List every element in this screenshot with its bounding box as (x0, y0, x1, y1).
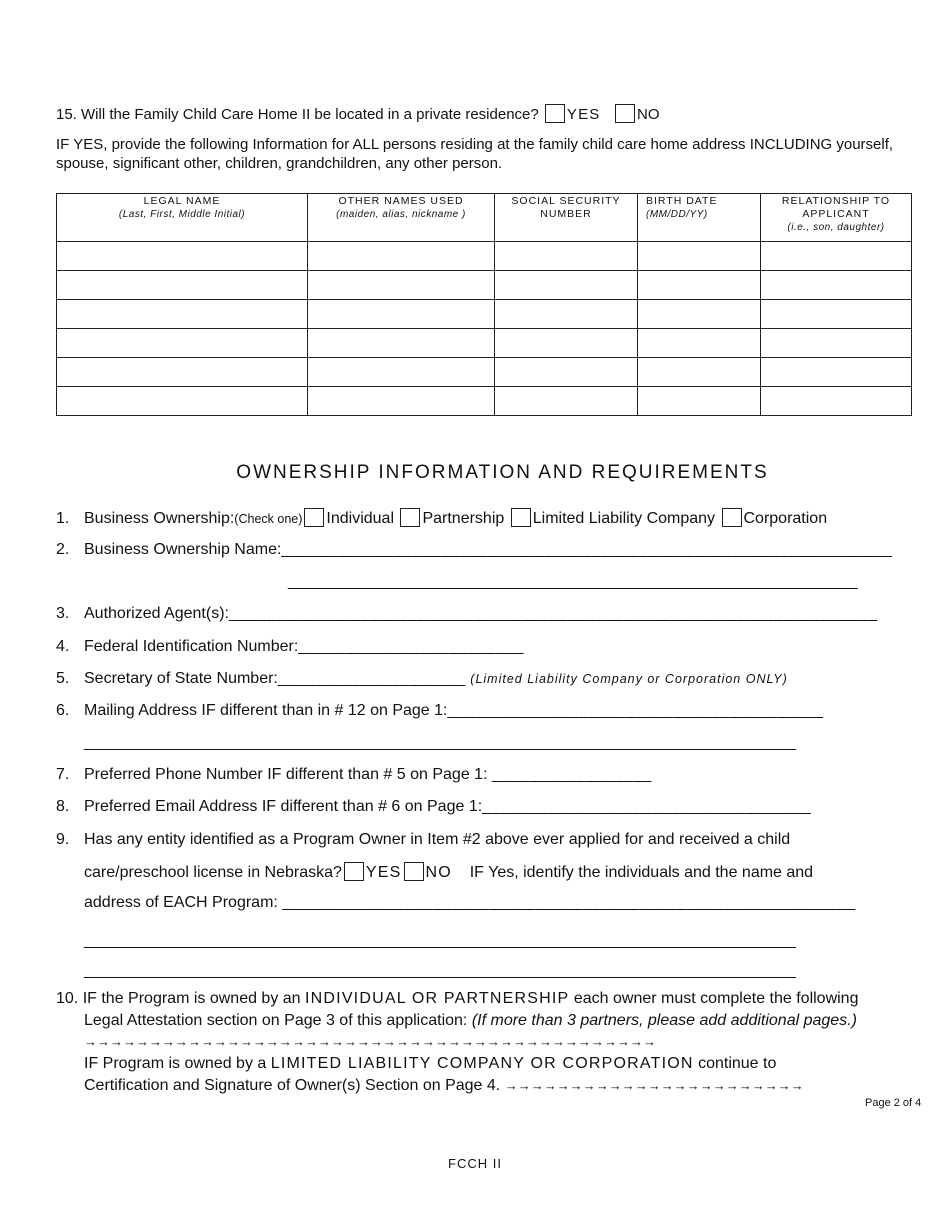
individual-checkbox[interactable] (304, 508, 324, 527)
table-cell[interactable] (57, 358, 308, 387)
item-7-phone: 7. Preferred Phone Number IF different than # 5 on Page 1: _________________ (56, 766, 652, 783)
header-ssn: SOCIAL SECURITY NUMBER (495, 194, 638, 242)
llc-label: Limited Liability Company (532, 510, 716, 527)
table-cell[interactable] (761, 358, 912, 387)
item-3-authorized-agents: 3. Authorized Agent(s):_____________________________________________________________________ (56, 605, 878, 622)
business-name-field-line2[interactable]: ________________________________________________________________ (288, 573, 858, 590)
corporation-label: Corporation (743, 510, 828, 527)
if-yes-instructions: IF YES, provide the following Information for ALL persons residing at the family child care home address INCLUDING yourself, spouse, significant other, children, grandchildren, any other person. (56, 136, 894, 172)
partnership-label: Partnership (422, 510, 505, 527)
table-row (57, 300, 912, 329)
business-name-field[interactable]: _________________________________________________________________ (281, 541, 893, 558)
table-cell[interactable] (308, 387, 495, 416)
arrow-row-1: →→→→→→→→→→→→→→→→→→→→→→→→→→→→→→→→→→→→→→→→→→→→ (84, 1034, 656, 1049)
item-4-federal-id: 4. Federal Identification Number:________________________ (56, 638, 524, 655)
table-cell[interactable] (495, 387, 638, 416)
table-cell[interactable] (308, 271, 495, 300)
header-relationship: RELATIONSHIP TO APPLICANT (i.e., son, daughter) (761, 194, 912, 242)
item-8-email: 8. Preferred Email Address IF different than # 6 on Page 1:___________________________________ (56, 798, 812, 815)
table-cell[interactable] (57, 300, 308, 329)
header-other-names: OTHER NAMES USED (maiden, alias, nickname ) (308, 194, 495, 242)
table-cell[interactable] (495, 358, 638, 387)
item-10-line4: Certification and Signature of Owner(s) Section on Page 4. →→→→→→→→→→→→→→→→→→→→→→→ (84, 1077, 804, 1094)
page-number: Page 2 of 4 (865, 1097, 922, 1109)
corporation-checkbox[interactable] (722, 508, 742, 527)
table-cell[interactable] (638, 387, 761, 416)
table-cell[interactable] (308, 358, 495, 387)
prior-license-yes-checkbox[interactable] (344, 862, 364, 881)
question-15-text: 15. Will the Family Child Care Home II be located in a private residence? (56, 106, 539, 123)
llc-checkbox[interactable] (511, 508, 531, 527)
question-15 (56, 104, 660, 123)
table-cell[interactable] (638, 242, 761, 271)
yes-checkbox[interactable] (545, 104, 565, 123)
item-10-line1: 10. IF the Program is owned by an INDIVIDUAL OR PARTNERSHIP each owner must complete the following (56, 990, 859, 1007)
table-row (57, 242, 912, 271)
mailing-address-field-line2[interactable]: ________________________________________________________________________________ (84, 734, 796, 751)
secretary-of-state-field[interactable]: ____________________ (277, 670, 466, 687)
table-cell[interactable] (638, 300, 761, 329)
table-cell[interactable] (761, 387, 912, 416)
item-5-secretary-of-state: 5. Secretary of State Number:____________________ (Limited Liability Company or Corporation ONLY) (56, 670, 788, 687)
table-header-row (57, 194, 912, 242)
table-cell[interactable] (761, 271, 912, 300)
partnership-checkbox[interactable] (400, 508, 420, 527)
no-label: NO (637, 106, 660, 123)
item-9-line2: care/preschool license in Nebraska? YES NO IF Yes, identify the individuals and the name and (84, 864, 814, 881)
table-cell[interactable] (495, 271, 638, 300)
section-title: OWNERSHIP INFORMATION AND REQUIREMENTS (236, 462, 769, 483)
item-9-prior-license: 9. Has any entity identified as a Program Owner in Item #2 above ever applied for and received a child (56, 831, 791, 848)
table-row (57, 387, 912, 416)
no-checkbox[interactable] (615, 104, 635, 123)
table-cell[interactable] (308, 242, 495, 271)
household-persons-table (56, 193, 912, 416)
table-cell[interactable] (638, 358, 761, 387)
table-cell[interactable] (495, 242, 638, 271)
item-9-line3: address of EACH Program: _____________________________________________________________ (84, 894, 856, 911)
item-6-mailing-address: 6. Mailing Address IF different than in # 12 on Page 1:________________________________________ (56, 702, 824, 719)
table-cell[interactable] (57, 387, 308, 416)
table-cell[interactable] (638, 271, 761, 300)
table-cell[interactable] (57, 242, 308, 271)
table-cell[interactable] (761, 300, 912, 329)
mailing-address-field[interactable]: ________________________________________ (447, 702, 824, 719)
form-code: FCCH II (448, 1156, 502, 1171)
table-cell[interactable] (495, 300, 638, 329)
federal-id-field[interactable]: ________________________ (298, 638, 524, 655)
table-cell[interactable] (308, 329, 495, 358)
item-2-business-name: 2. Business Ownership Name:_________________________________________________________________ (56, 541, 893, 558)
table-cell[interactable] (57, 329, 308, 358)
program-address-field-line2[interactable]: ________________________________________________________________________________ (84, 932, 796, 949)
table-cell[interactable] (638, 329, 761, 358)
header-legal-name: LEGAL NAME (Last, First, Middle Initial) (57, 194, 308, 242)
phone-field[interactable]: _________________ (491, 766, 652, 783)
program-address-field[interactable]: _____________________________________________________________ (282, 894, 856, 911)
table-row (57, 358, 912, 387)
program-address-field-line3[interactable]: ________________________________________________________________________________ (84, 962, 796, 979)
arrow-row-2: →→→→→→→→→→→→→→→→→→→→→→→ (504, 1078, 804, 1093)
llc-corp-note: (Limited Liability Company or Corporation ONLY) (470, 672, 788, 686)
table-cell[interactable] (495, 329, 638, 358)
item-10-line3: IF Program is owned by a LIMITED LIABILITY COMPANY OR CORPORATION continue to (84, 1055, 777, 1072)
table-row (57, 271, 912, 300)
email-field[interactable]: ___________________________________ (482, 798, 812, 815)
table-cell[interactable] (761, 242, 912, 271)
table-cell[interactable] (761, 329, 912, 358)
prior-license-no-checkbox[interactable] (404, 862, 424, 881)
item-1-business-ownership: 1. Business Ownership:(Check one) Individual Partnership Limited Liability Company Corporation (56, 510, 828, 527)
individual-label: Individual (326, 510, 394, 527)
yes-label: YES (566, 106, 601, 123)
table-cell[interactable] (57, 271, 308, 300)
authorized-agents-field[interactable]: _____________________________________________________________________ (228, 605, 878, 622)
table-cell[interactable] (308, 300, 495, 329)
table-row (57, 329, 912, 358)
item-10-line2: Legal Attestation section on Page 3 of this application: (If more than 3 partners, please add additional pages.) (84, 1012, 857, 1029)
header-birth-date: BIRTH DATE (MM/DD/YY) (638, 194, 761, 242)
